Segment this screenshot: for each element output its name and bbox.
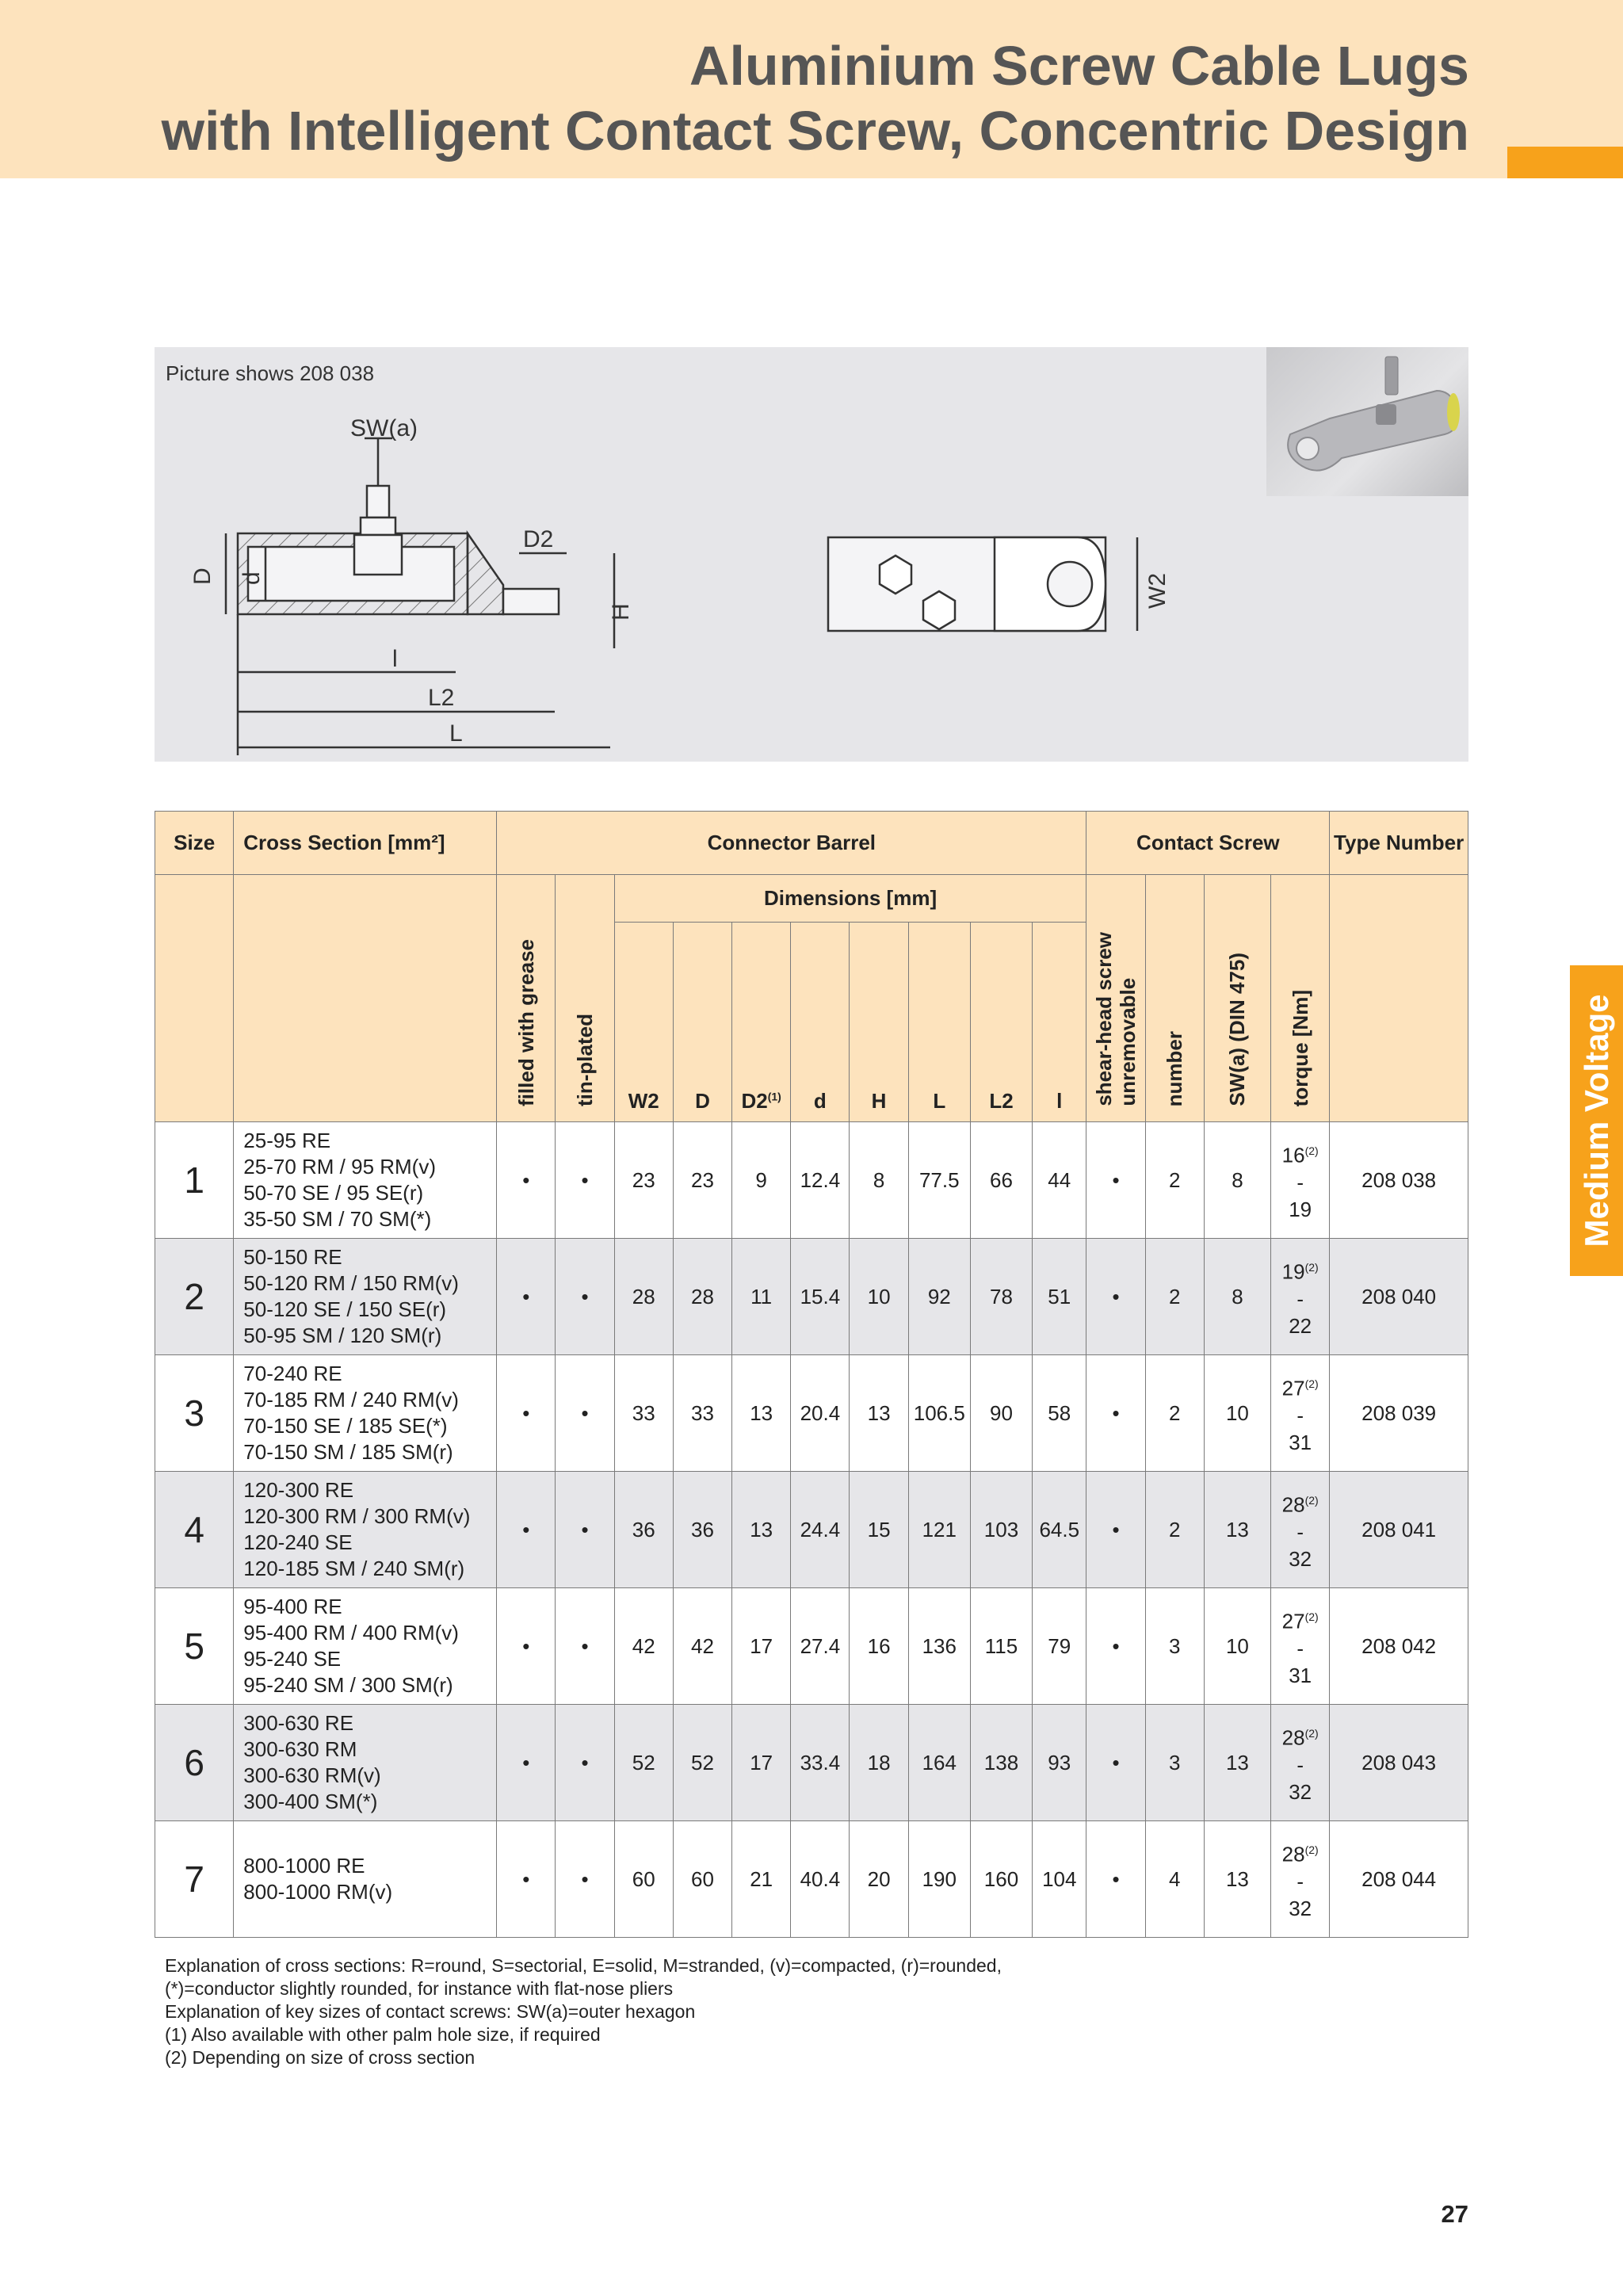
header-row-1: [155, 812, 1468, 875]
page-number: 27: [1441, 2200, 1468, 2228]
cell-shear-head: •: [1086, 1122, 1145, 1239]
cell-cross-section: [234, 1122, 497, 1239]
th-empty-2: [234, 875, 497, 1122]
cell-L2: 103: [970, 1472, 1032, 1588]
th-torque: torque [Nm]: [1271, 875, 1330, 1122]
cell-grease: •: [497, 1588, 556, 1705]
cross-section-line: 300-630 RE: [243, 1711, 354, 1735]
cell-L: 77.5: [908, 1122, 970, 1239]
cross-section-line: 50-70 SE / 95 SE(r): [243, 1181, 424, 1205]
page-title: [162, 33, 1469, 163]
cell-cross-section: [234, 1239, 497, 1355]
cross-section-line: 95-240 SM / 300 SM(r): [243, 1673, 453, 1697]
cell-l: 64.5: [1033, 1472, 1086, 1588]
th-d: d: [791, 923, 850, 1122]
cell-shear-head: •: [1086, 1472, 1145, 1588]
cell-d2: 13: [732, 1472, 791, 1588]
cell-w2: 60: [614, 1821, 673, 1938]
cell-tin-plated: •: [556, 1705, 614, 1821]
cell-d2: 11: [732, 1239, 791, 1355]
cell-type-number: 208 041: [1330, 1472, 1468, 1588]
cell-torque: 28$^{(2)}$ - 32: [1271, 1705, 1330, 1821]
title-line-1: Aluminium Screw Cable Lugs: [689, 35, 1469, 97]
cell-H: 15: [850, 1472, 908, 1588]
cross-section-line: 35-50 SM / 70 SM(*): [243, 1207, 432, 1231]
th-contact-screw: Contact Screw: [1086, 812, 1330, 875]
cell-sw: 10: [1204, 1355, 1270, 1472]
th-connector-barrel: Connector Barrel: [497, 812, 1086, 875]
table-row: [155, 1705, 1468, 1821]
label-H: H: [608, 603, 634, 621]
cell-shear-head: •: [1086, 1821, 1145, 1938]
th-tin-plated: tin-plated: [556, 875, 614, 1122]
cell-L2: 66: [970, 1122, 1032, 1239]
cell-D: 36: [673, 1472, 731, 1588]
cross-section-line: 120-300 RE: [243, 1478, 354, 1502]
cell-sw: 13: [1204, 1472, 1270, 1588]
th-L2: L2: [970, 923, 1032, 1122]
label-sw: SW(a): [350, 415, 418, 441]
cell-d: 27.4: [791, 1588, 850, 1705]
cell-type-number: 208 043: [1330, 1705, 1468, 1821]
cross-section-line: 120-185 SM / 240 SM(r): [243, 1557, 465, 1580]
label-W2: W2: [1144, 573, 1170, 609]
cell-D: 60: [673, 1821, 731, 1938]
cell-number: 2: [1145, 1239, 1204, 1355]
cell-d: 15.4: [791, 1239, 850, 1355]
cell-number: 3: [1145, 1705, 1204, 1821]
cross-section-line: 95-400 RM / 400 RM(v): [243, 1621, 459, 1645]
th-filled-with-grease: filled with grease: [497, 875, 556, 1122]
note-4: (1) Also available with other palm hole size, if required: [165, 2024, 601, 2045]
cell-d: 24.4: [791, 1472, 850, 1588]
cell-d2: 17: [732, 1705, 791, 1821]
cell-sw: 13: [1204, 1821, 1270, 1938]
cell-cross-section: [234, 1472, 497, 1588]
cell-tin-plated: •: [556, 1472, 614, 1588]
cell-grease: •: [497, 1122, 556, 1239]
cell-torque: 28$^{(2)}$ - 32: [1271, 1821, 1330, 1938]
th-L: L: [908, 923, 970, 1122]
th-d2: D2$^{(1)}$: [732, 923, 791, 1122]
cell-H: 18: [850, 1705, 908, 1821]
cell-w2: 52: [614, 1705, 673, 1821]
footnotes: [165, 1954, 1002, 2069]
cell-H: 20: [850, 1821, 908, 1938]
th-sw: SW(a) (DIN 475): [1204, 875, 1270, 1122]
cell-size: 3: [155, 1355, 234, 1472]
cross-section-line: 95-400 RE: [243, 1595, 342, 1618]
cell-w2: 28: [614, 1239, 673, 1355]
cell-sw: 10: [1204, 1588, 1270, 1705]
table-row: [155, 1472, 1468, 1588]
cell-L2: 90: [970, 1355, 1032, 1472]
cross-section-line: 300-630 RM: [243, 1737, 357, 1761]
cell-torque: 27$^{(2)}$ - 31: [1271, 1355, 1330, 1472]
cell-torque: 19$^{(2)}$ - 22: [1271, 1239, 1330, 1355]
cell-shear-head: •: [1086, 1705, 1145, 1821]
cross-section-line: 120-240 SE: [243, 1530, 353, 1554]
cell-number: 2: [1145, 1355, 1204, 1472]
cell-D: 28: [673, 1239, 731, 1355]
cell-number: 3: [1145, 1588, 1204, 1705]
header-accent-bar: [1507, 147, 1623, 178]
cell-grease: •: [497, 1239, 556, 1355]
cell-grease: •: [497, 1705, 556, 1821]
cross-section-line: 25-70 RM / 95 RM(v): [243, 1155, 437, 1179]
th-l: l: [1033, 923, 1086, 1122]
cell-l: 51: [1033, 1239, 1086, 1355]
cell-number: 4: [1145, 1821, 1204, 1938]
table-body: [155, 1122, 1468, 1938]
cross-section-line: 70-185 RM / 240 RM(v): [243, 1388, 459, 1412]
cell-d: 20.4: [791, 1355, 850, 1472]
cell-L2: 78: [970, 1239, 1032, 1355]
cell-H: 10: [850, 1239, 908, 1355]
cell-grease: •: [497, 1355, 556, 1472]
th-type-number: Type Number: [1330, 812, 1468, 875]
cell-L: 164: [908, 1705, 970, 1821]
cross-section-line: 50-120 SE / 150 SE(r): [243, 1297, 447, 1321]
cell-torque: 28$^{(2)}$ - 32: [1271, 1472, 1330, 1588]
table-row: [155, 1122, 1468, 1239]
cell-shear-head: •: [1086, 1239, 1145, 1355]
cell-L2: 115: [970, 1588, 1032, 1705]
cell-L2: 138: [970, 1705, 1032, 1821]
title-line-2: with Intelligent Contact Screw, Concentric Design: [161, 100, 1469, 162]
cell-L: 121: [908, 1472, 970, 1588]
cell-type-number: 208 042: [1330, 1588, 1468, 1705]
cell-grease: •: [497, 1472, 556, 1588]
cell-l: 44: [1033, 1122, 1086, 1239]
cell-D: 23: [673, 1122, 731, 1239]
cell-type-number: 208 039: [1330, 1355, 1468, 1472]
cell-tin-plated: •: [556, 1355, 614, 1472]
cell-size: 2: [155, 1239, 234, 1355]
cell-type-number: 208 040: [1330, 1239, 1468, 1355]
cross-section-line: 50-95 SM / 120 SM(r): [243, 1324, 442, 1347]
cell-size: 7: [155, 1821, 234, 1938]
cell-shear-head: •: [1086, 1588, 1145, 1705]
label-d2: D2: [523, 526, 554, 552]
cell-D: 52: [673, 1705, 731, 1821]
cell-w2: 42: [614, 1588, 673, 1705]
cell-d: 33.4: [791, 1705, 850, 1821]
cross-section-line: 70-150 SE / 185 SE(*): [243, 1414, 448, 1438]
label-l: l: [392, 646, 398, 672]
th-empty-1: [155, 875, 234, 1122]
figure-caption: Picture shows 208 038: [166, 361, 375, 385]
header-row-2: [155, 875, 1468, 923]
note-3: Explanation of key sizes of contact screws: SW(a)=outer hexagon: [165, 2001, 696, 2022]
cell-w2: 36: [614, 1472, 673, 1588]
cross-section-line: 800-1000 RE: [243, 1854, 365, 1878]
cell-tin-plated: •: [556, 1821, 614, 1938]
table-row: [155, 1355, 1468, 1472]
cell-L: 106.5: [908, 1355, 970, 1472]
note-1: Explanation of cross sections: R=round, S=sectorial, E=solid, M=stranded, (v)=compacted, (r)=rounded,: [165, 1955, 1002, 1976]
cell-L: 136: [908, 1588, 970, 1705]
cell-tin-plated: •: [556, 1122, 614, 1239]
cell-shear-head: •: [1086, 1355, 1145, 1472]
th-number: number: [1145, 875, 1204, 1122]
th-shear-head-screw: shear-head screw unremovable: [1086, 875, 1145, 1122]
cell-L2: 160: [970, 1821, 1032, 1938]
cell-sw: 8: [1204, 1239, 1270, 1355]
cell-cross-section: [234, 1821, 497, 1938]
cell-torque: 16$^{(2)}$ - 19: [1271, 1122, 1330, 1239]
cross-section-line: 800-1000 RM(v): [243, 1880, 393, 1904]
th-D: D: [673, 923, 731, 1122]
label-d: d: [239, 571, 265, 585]
cell-D: 33: [673, 1355, 731, 1472]
technical-drawing-panel: [155, 347, 1468, 762]
cross-section-line: 25-95 RE: [243, 1129, 331, 1152]
table-row: [155, 1821, 1468, 1938]
th-dimensions: Dimensions [mm]: [614, 875, 1086, 923]
label-L: L: [449, 720, 463, 747]
cell-L: 190: [908, 1821, 970, 1938]
table-row: [155, 1239, 1468, 1355]
th-empty-3: [1330, 875, 1468, 1122]
cell-number: 2: [1145, 1472, 1204, 1588]
th-size: Size: [155, 812, 234, 875]
cross-section-line: 70-240 RE: [243, 1362, 342, 1385]
cell-l: 58: [1033, 1355, 1086, 1472]
cell-sw: 13: [1204, 1705, 1270, 1821]
cell-cross-section: [234, 1705, 497, 1821]
cross-section-line: 50-120 RM / 150 RM(v): [243, 1271, 459, 1295]
dimension-drawing: [155, 347, 1264, 762]
side-tab-medium-voltage: [1570, 965, 1623, 1276]
cell-size: 4: [155, 1472, 234, 1588]
cell-d2: 13: [732, 1355, 791, 1472]
cell-d: 12.4: [791, 1122, 850, 1239]
cell-w2: 33: [614, 1355, 673, 1472]
th-H: H: [850, 923, 908, 1122]
th-cross-section: Cross Section [mm²]: [234, 812, 497, 875]
cell-d2: 9: [732, 1122, 791, 1239]
cell-cross-section: [234, 1355, 497, 1472]
cell-grease: •: [497, 1821, 556, 1938]
cell-d2: 21: [732, 1821, 791, 1938]
cell-H: 16: [850, 1588, 908, 1705]
th-w2: W2: [614, 923, 673, 1122]
cell-number: 2: [1145, 1122, 1204, 1239]
cell-D: 42: [673, 1588, 731, 1705]
cell-H: 8: [850, 1122, 908, 1239]
cell-sw: 8: [1204, 1122, 1270, 1239]
cell-tin-plated: •: [556, 1588, 614, 1705]
cell-size: 5: [155, 1588, 234, 1705]
cell-L: 92: [908, 1239, 970, 1355]
cell-d: 40.4: [791, 1821, 850, 1938]
label-D: D: [189, 567, 216, 585]
cell-w2: 23: [614, 1122, 673, 1239]
cell-H: 13: [850, 1355, 908, 1472]
cell-cross-section: [234, 1588, 497, 1705]
cross-section-line: 300-400 SM(*): [243, 1790, 378, 1813]
cell-l: 79: [1033, 1588, 1086, 1705]
cross-section-line: 120-300 RM / 300 RM(v): [243, 1504, 471, 1528]
cross-section-line: 95-240 SE: [243, 1647, 342, 1671]
cell-size: 1: [155, 1122, 234, 1239]
note-2: (*)=conductor slightly rounded, for instance with flat-nose pliers: [165, 1978, 674, 1999]
specification-table: [155, 811, 1468, 1938]
note-5: (2) Depending on size of cross section: [165, 2047, 475, 2068]
cell-type-number: 208 038: [1330, 1122, 1468, 1239]
label-L2: L2: [428, 685, 455, 711]
cell-l: 93: [1033, 1705, 1086, 1821]
cross-section-line: 50-150 RE: [243, 1245, 342, 1269]
side-tab-label: Medium Voltage: [1577, 994, 1615, 1247]
cell-l: 104: [1033, 1821, 1086, 1938]
cross-section-line: 300-630 RM(v): [243, 1763, 381, 1787]
cell-size: 6: [155, 1705, 234, 1821]
product-photo: [1266, 347, 1468, 496]
cell-d2: 17: [732, 1588, 791, 1705]
cell-type-number: 208 044: [1330, 1821, 1468, 1938]
table-row: [155, 1588, 1468, 1705]
cell-tin-plated: •: [556, 1239, 614, 1355]
cross-section-line: 70-150 SM / 185 SM(r): [243, 1440, 453, 1464]
cell-torque: 27$^{(2)}$ - 31: [1271, 1588, 1330, 1705]
